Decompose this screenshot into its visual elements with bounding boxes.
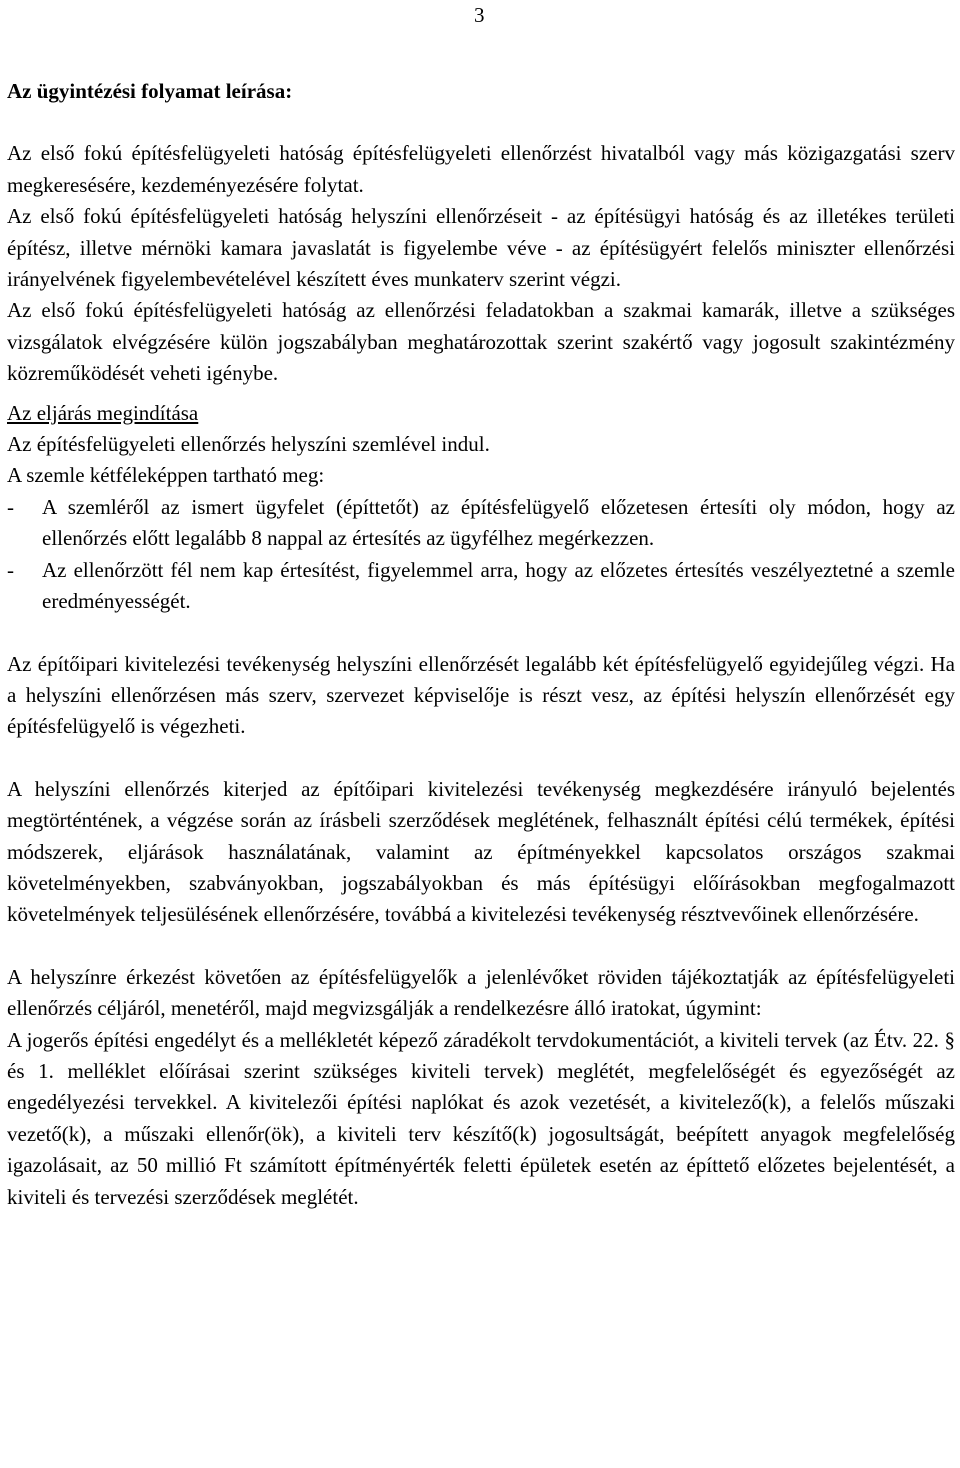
page-number: 3 bbox=[474, 3, 485, 27]
document-body bbox=[7, 76, 955, 1213]
list-item-text: A szemléről az ismert ügyfelet (építtetőt) az építésfelügyelő előzetesen értesíti oly módon, hogy az ellenőrzés előtt legalább 8 nappal az értesítés az ügyfélhez megérkezzen. bbox=[42, 494, 955, 551]
list-item bbox=[7, 492, 955, 555]
paragraph-team: Az építőipari kivitelezési tevékenység helyszíni ellenőrzését legalább két építésfelügyelő egyidejűleg végzi. Ha a helyszíni ellenőrzésen más szerv, szervezet képviselője is részt vesz, az építési helyszín ellenőrzését egy építésfelügyelő is végezheti. bbox=[7, 651, 955, 739]
paragraph-scope: A helyszíni ellenőrzés kiterjed az építőipari kivitelezési tevékenység megkezdésére irányuló bejelentés megtörténtének, a végzése során az írásbeli szerződések meglétének, felhasznált építési célú termékek, építési módszerek, eljárások használatának, valamint az építményekkel kapcsolatos országos szakmai követelményekben, szabványokban, jogszabályokban és más építésügyi előírásokban megfogalmazott követelmények teljesülésének ellenőrzésére, továbbá a kivitelezési tevékenység résztvevőinek ellenőrzésére. bbox=[7, 776, 955, 927]
paragraph-documents: A jogerős építési engedélyt és a mellékletét képező záradékolt tervdokumentációt, a kiviteli tervek (az Étv. 22. § és 1. melléklet előírásai szerint szükséges kiviteli tervek) meglétét, megfelelőségét és egyezőségét az engedélyezési tervekkel. A kivitelezői építési naplókat és azok vezetését, a kivitelező(k), a felelős műszaki vezető(k), a műszaki ellenőr(ök), a kiviteli terv készítő(k) jogosultságát, beépített anyagok megfelelőség igazolásait, az 50 millió Ft számított építményérték feletti épületek esetén az építtető előzetes bejelentését, a kiviteli és tervezési szerződések meglétét. bbox=[7, 1027, 955, 1209]
intro-paragraph-3: Az első fokú építésfelügyeleti hatóság az ellenőrzési feladatokban a szakmai kamarák, illetve a szükséges vizsgálatok elvégzésére külön jogszabályban meghatározottak szerint szakértő vagy jogosult szakintézmény közreműködését veheti igénybe. bbox=[7, 298, 955, 386]
paragraph-arrival: A helyszínre érkezést követően az építésfelügyelők a jelenlévőket röviden tájékoztatják az építésfelügyeleti ellenőrzés céljáról, menetéről, majd megvizsgálják a rendelkezésre álló iratokat, úgymint: bbox=[7, 964, 955, 1021]
section-title: Az eljárás megindítása bbox=[7, 400, 199, 425]
list-item-text: Az ellenőrzött fél nem kap értesítést, figyelemmel arra, hogy az előzetes értesítés veszélyeztetné a szemle eredményességét. bbox=[42, 557, 955, 614]
intro-paragraph-2: Az első fokú építésfelügyeleti hatóság helyszíni ellenőrzéseit - az építésügyi hatóság és az illetékes területi építész, illetve mérnöki kamara javaslatát is figyelembe véve - az építésügyért felelős miniszter ellenőrzési irányelvének figyelembevételével készített éves munkaterv szerint végzi. bbox=[7, 204, 955, 292]
dash-marker: - bbox=[7, 557, 14, 582]
list-item bbox=[7, 555, 955, 618]
dash-marker: - bbox=[7, 494, 14, 519]
page-heading: Az ügyintézési folyamat leírása: bbox=[7, 79, 293, 103]
section-line-2: A szemle kétféleképpen tartható meg: bbox=[7, 463, 325, 488]
section-line-1: Az építésfelügyeleti ellenőrzés helyszíni szemlével indul. bbox=[7, 432, 490, 457]
intro-paragraph-1: Az első fokú építésfelügyeleti hatóság építésfelügyeleti ellenőrzést hivatalból vagy más közigazgatási szerv megkeresésére, kezdeményezésére folytat. bbox=[7, 141, 955, 197]
